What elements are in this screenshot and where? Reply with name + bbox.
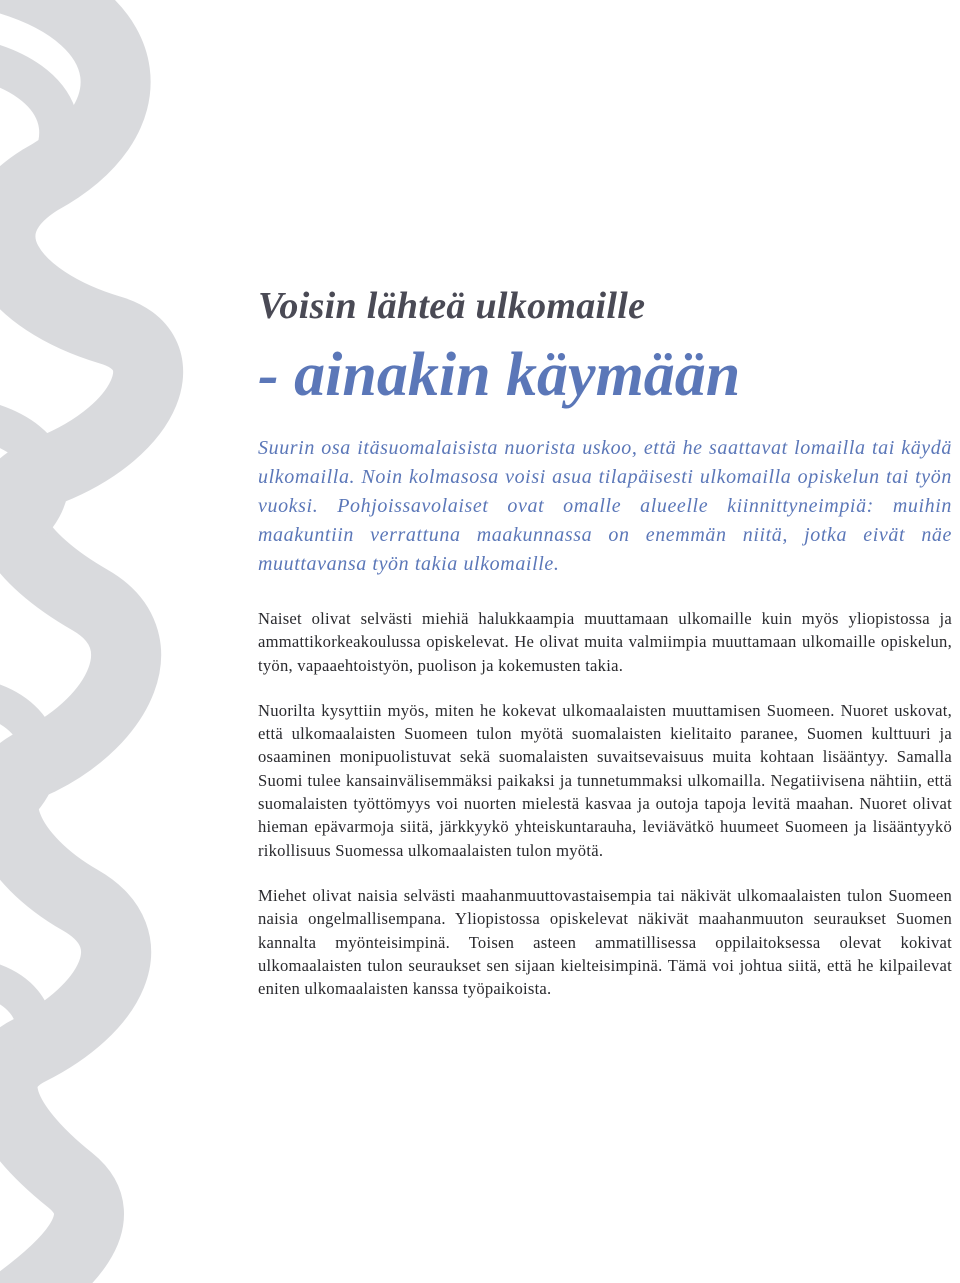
body-paragraph-1: Naiset olivat selvästi miehiä halukkaampia muuttamaan ulkomaille kuin myös yliopistossa ja ammattikorkeakoulussa opiskelevat. He olivat muita valmiimpia muuttamaan ulkomaille opiskelun, työn, vapaaehtoistyön, puolison ja kokemusten takia. [258,609,952,675]
lead-paragraph: Suurin osa itäsuomalaisista nuorista uskoo, että he saattavat lomailla tai käydä ulkomailla. Noin kolmasosa voisi asua tilapäisesti ulkomailla opiskelun tai työn vuoksi. Pohjoissavolaiset ovat omalle alueelle kiinnittyneimpiä: muihin maakuntiin verrattuna maakunnassa on enemmän niitä, jotka eivät näe muuttavansa työn takia ulkomaille. [258,437,952,575]
body-paragraph-3: Miehet olivat naisia selvästi maahanmuuttovastaisempia tai näkivät ulkomaalaisten tulon Suomeen naisia ongelmallisempana. Yliopistossa opiskelevat näkivät maahanmuuton seuraukset Suomen kannalta myönteisimpinä. Toisen asteen ammatillisessa oppilaitoksessa olevat kokivat ulkomaalaisten tulon seuraukset sen sijaan kielteisimpinä. Tämä voi johtua siitä, että he kilpailevat eniten ulkomaalaisten kanssa työpaikoista. [258,885,952,999]
article [258,280,952,1000]
page-subtitle: - ainakin käymään [258,341,741,409]
body-paragraph-2: Nuorilta kysyttiin myös, miten he kokevat ulkomaalaisten muuttamisen Suomeen. Nuoret uskovat, että ulkomaalaisten Suomeen tulon myötä suomalaisten kielitaito paranee, Suomen kulttuuri ja osaaminen monipuolistuvat sekä suomalaisten suvaitsevaisuus muita kohtaan lisääntyy. Samalla Suomi tulee kansainvälisemmäksi paikaksi ja tunnetummaksi ulkomailla. Negatiivisena nähtiin, että suomalaisten työttömyys voi nuorten mielestä kasvaa ja outoja tapoja levitä maahan. Nuoret olivat hieman epävarmoja siitä, järkkyykö yhteiskuntarauha, leviävätkö huumeet Suomeen ja lisääntyykö rikollisuus Suomessa ulkomaalaisten tulon myötä. [258,700,952,860]
brush-scribble-decoration [0,0,200,1283]
page-title: Voisin lähteä ulkomaille [258,285,646,327]
